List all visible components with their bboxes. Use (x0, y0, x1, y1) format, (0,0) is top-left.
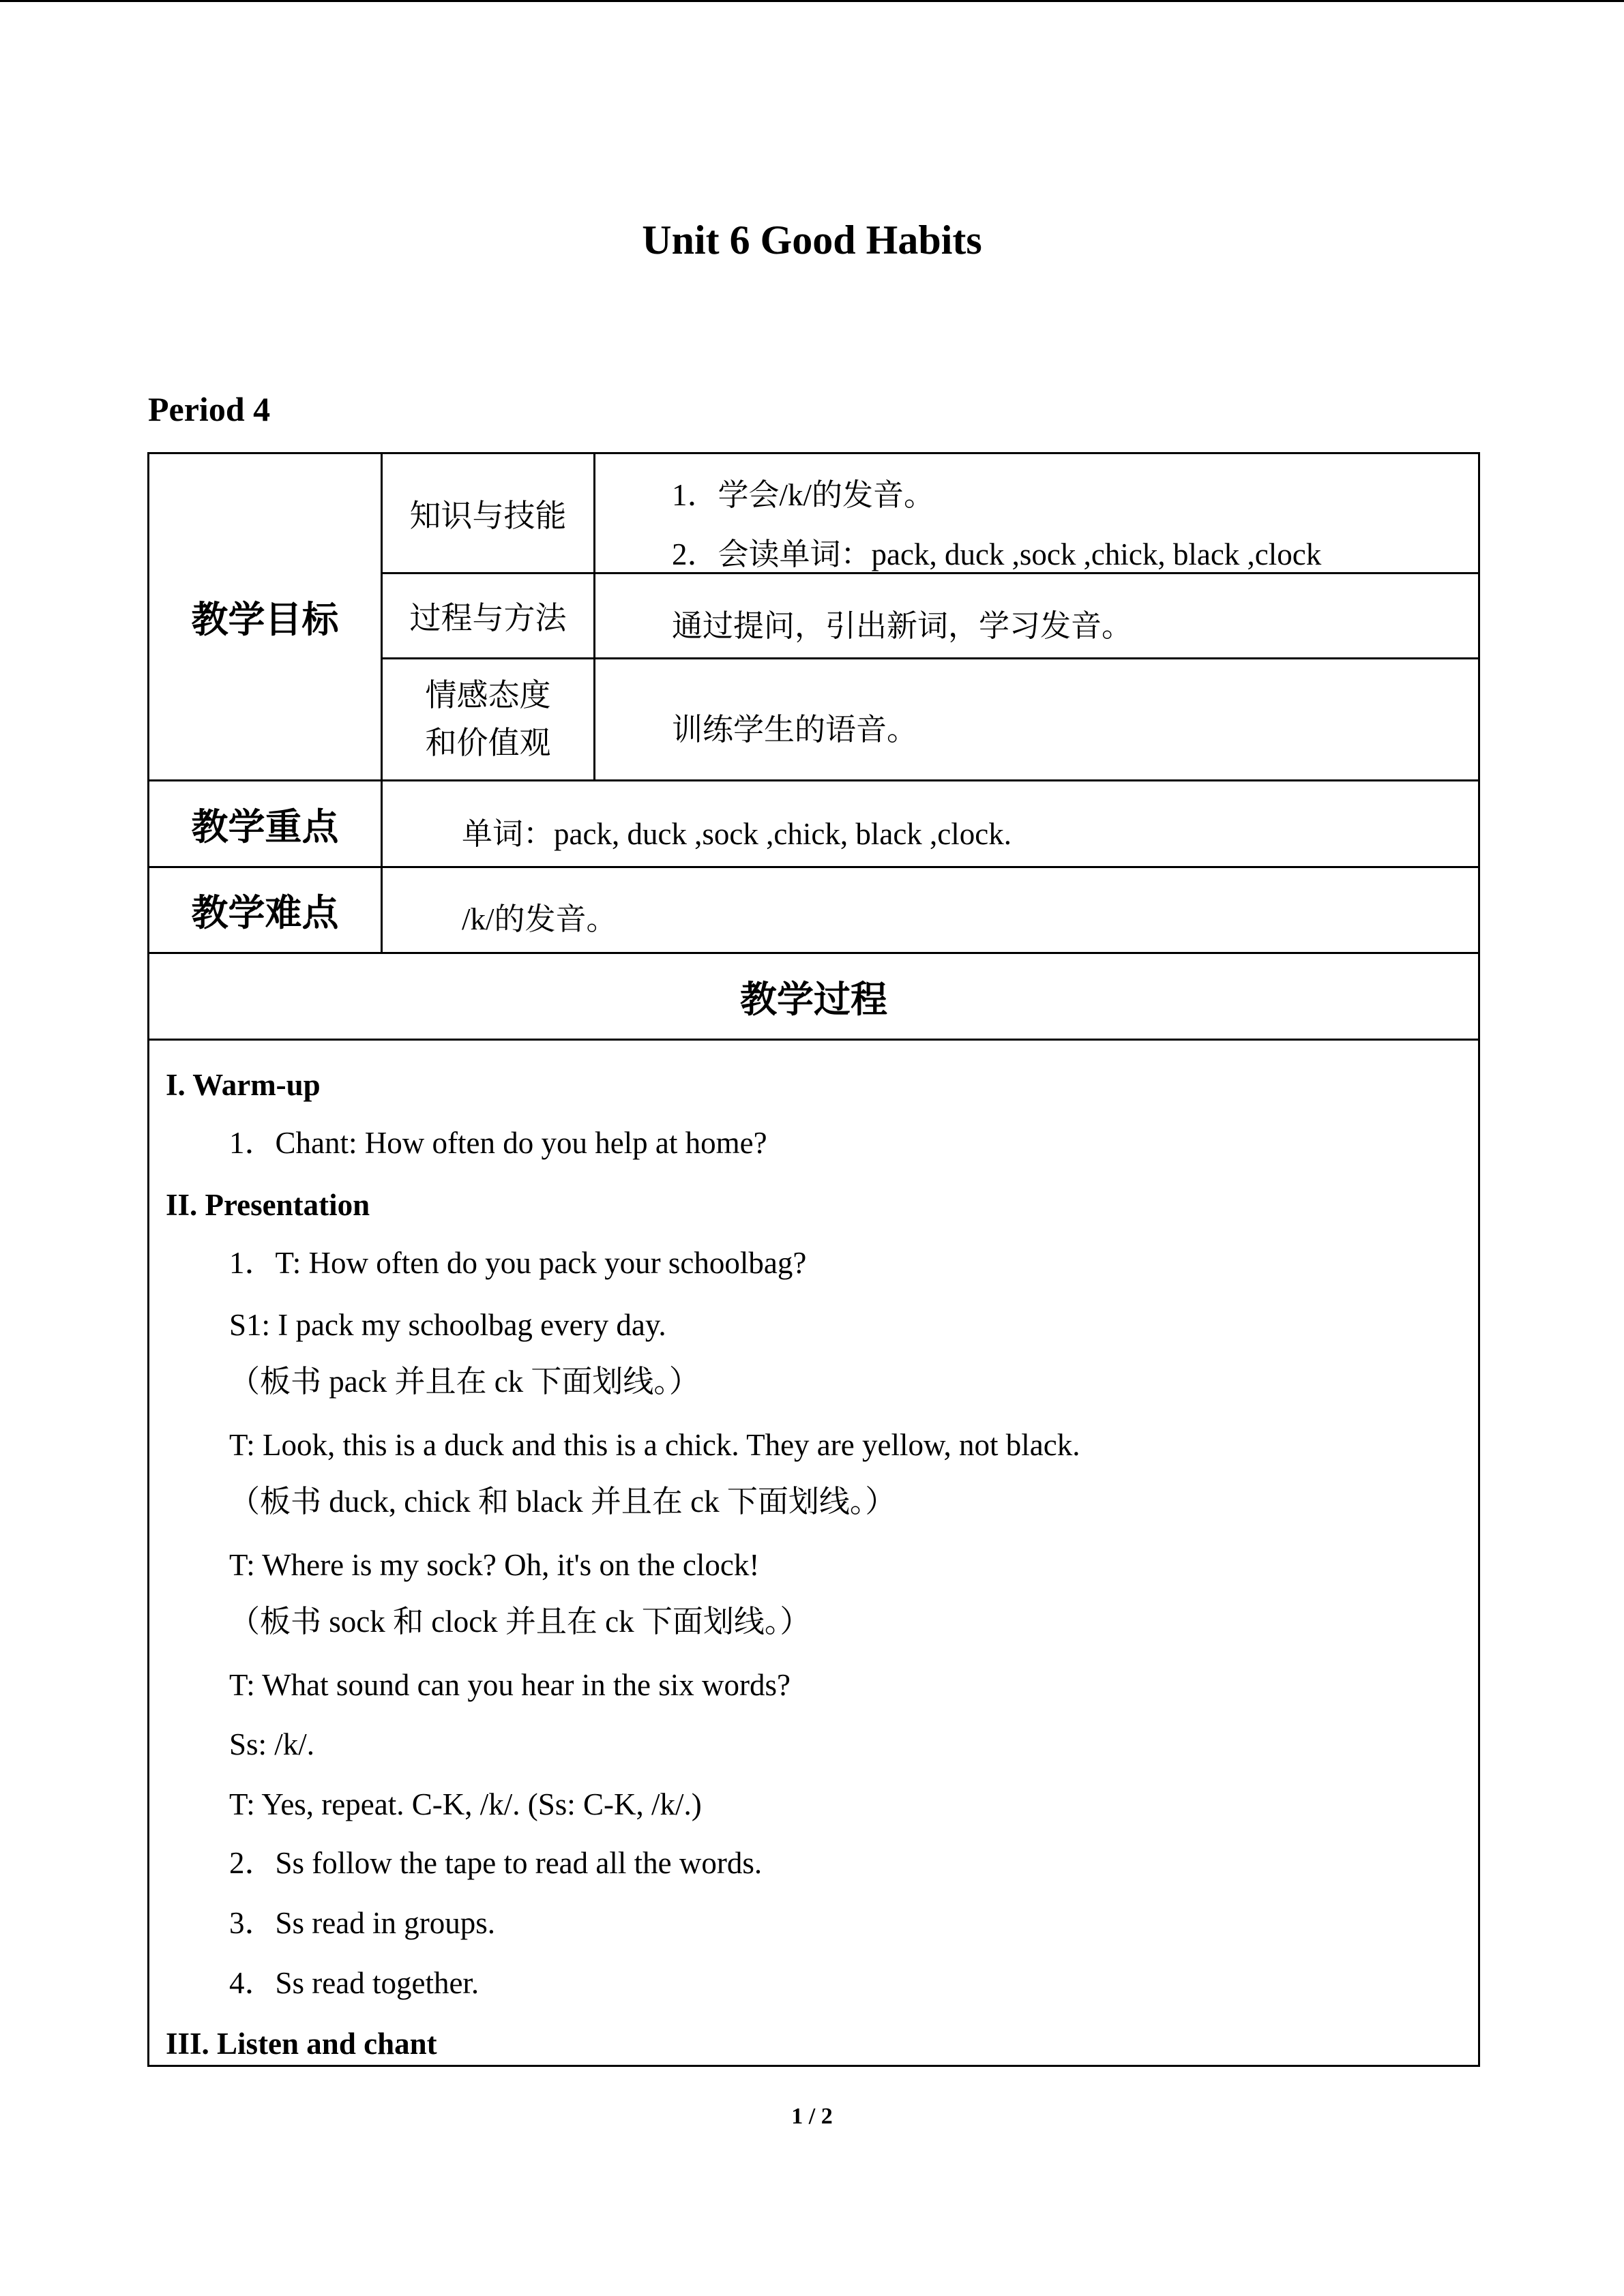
procedure-header: 教学过程 (740, 979, 887, 1020)
period-heading: Period 4 (148, 390, 271, 428)
knowledge-skills-label: 知识与技能 (409, 498, 567, 533)
difficulties-text: /k/的发音。 (462, 902, 617, 936)
knowledge-item-1: 1．学会/k/的发音。 (672, 478, 935, 512)
difficulties-label: 教学难点 (191, 893, 339, 934)
objectives-label: 教学目标 (191, 599, 339, 640)
page-number: 1 / 2 (791, 2104, 833, 2129)
section-presentation: II. Presentation (166, 1188, 370, 1222)
knowledge-item-2: 2．会读单词：pack, duck ,sock ,chick, black ,clock (672, 537, 1322, 571)
procedure-line: T: Yes, repeat. C-K, /k/. (Ss: C-K, /k/.) (229, 1787, 702, 1821)
procedure-line: 3．Ss read in groups. (229, 1906, 495, 1940)
section-listen-and-chant: III. Listen and chant (166, 2027, 437, 2061)
top-border-line (0, 0, 1624, 2)
attitude-label-line-2: 和价值观 (425, 726, 551, 760)
attitude-label-line-1: 情感态度 (425, 678, 551, 713)
key-points-label: 教学重点 (191, 806, 339, 848)
procedure-line: Ss: /k/. (229, 1727, 315, 1761)
attitude-values-text: 训练学生的语音。 (672, 713, 918, 747)
procedure-line: T: What sound can you hear in the six words? (229, 1668, 791, 1702)
procedure-line: （板书 pack 并且在 ck 下面划线。） (229, 1365, 700, 1399)
procedure-line: T: Look, this is a duck and this is a chick. They are yellow, not black. (229, 1428, 1080, 1462)
procedure-line: T: Where is my sock? Oh, it's on the clock! (229, 1548, 760, 1582)
procedure-line: 2．Ss follow the tape to read all the words. (229, 1846, 763, 1880)
page-title: Unit 6 Good Habits (642, 218, 982, 263)
procedure-line: （板书 duck, chick 和 black 并且在 ck 下面划线。） (229, 1485, 896, 1519)
procedure-line: 1．Chant: How often do you help at home? (229, 1126, 767, 1160)
lesson-plan-table (147, 452, 1480, 2067)
key-points-text: 单词：pack, duck ,sock ,chick, black ,clock. (462, 817, 1012, 851)
process-method-label: 过程与方法 (409, 601, 567, 636)
attitude-values-label (383, 659, 593, 779)
column-divider (593, 454, 595, 779)
procedure-line: （板书 sock 和 clock 并且在 ck 下面划线。） (229, 1605, 811, 1639)
process-method-text: 通过提问，引出新词，学习发音。 (672, 609, 1133, 643)
procedure-line: 1．T: How often do you pack your schoolbag? (229, 1246, 807, 1280)
procedure-line: S1: I pack my schoolbag every day. (229, 1308, 666, 1342)
section-warm-up: I. Warm-up (166, 1068, 321, 1102)
row-divider (149, 1039, 1478, 1041)
procedure-line: 4．Ss read together. (229, 1966, 479, 2000)
